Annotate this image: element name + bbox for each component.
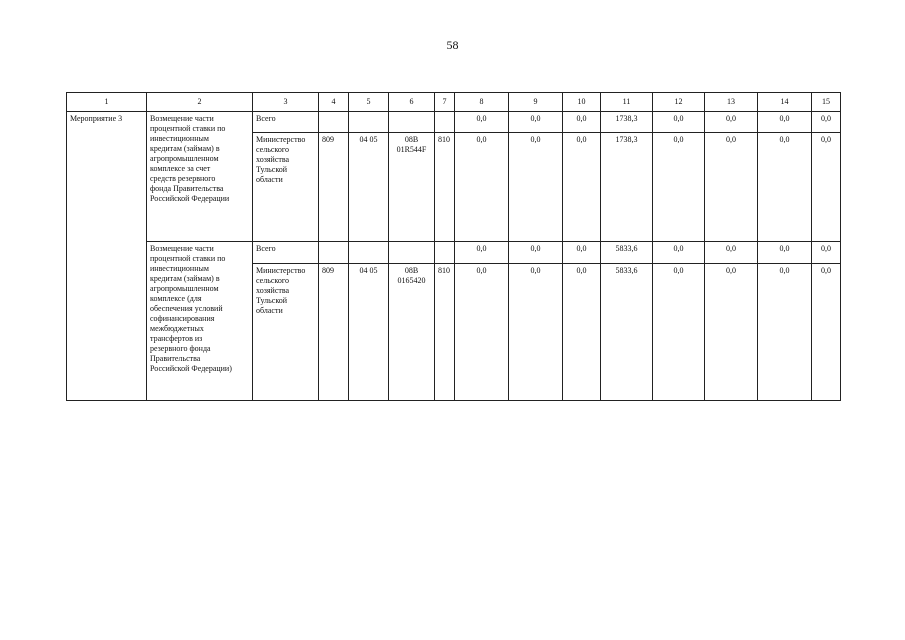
value-cell: 0,0: [758, 242, 812, 264]
value-cell: 0,0: [812, 242, 841, 264]
ministry-name: Министерство сельского хозяйства Тульской области: [253, 133, 319, 242]
empty-cell: [435, 112, 455, 133]
header-cell: 2: [147, 93, 253, 112]
header-cell: 7: [435, 93, 455, 112]
value-cell: 0,0: [563, 242, 601, 264]
empty-cell: [435, 242, 455, 264]
value-cell: 0,0: [509, 242, 563, 264]
value-cell: 0,0: [509, 112, 563, 133]
empty-cell: [389, 112, 435, 133]
vr-code: 810: [435, 264, 455, 401]
empty-cell: [319, 112, 349, 133]
value-cell: 0,0: [455, 133, 509, 242]
header-cell: 4: [319, 93, 349, 112]
value-cell: 0,0: [653, 112, 705, 133]
rzpr-code: 04 05: [349, 264, 389, 401]
value-cell: 1738,3: [601, 133, 653, 242]
value-cell: 0,0: [563, 133, 601, 242]
value-cell: 0,0: [563, 264, 601, 401]
table-row: [67, 112, 841, 133]
header-cell: 11: [601, 93, 653, 112]
page-number: 58: [446, 38, 459, 52]
value-cell: 0,0: [509, 264, 563, 401]
value-cell: 1738,3: [601, 112, 653, 133]
value-cell: 0,0: [653, 242, 705, 264]
grbs-code: 809: [319, 133, 349, 242]
grbs-code: 809: [319, 264, 349, 401]
value-cell: 0,0: [705, 264, 758, 401]
csr-code: 08В 0165420: [389, 264, 435, 401]
value-cell: 0,0: [812, 264, 841, 401]
value-cell: 0,0: [653, 133, 705, 242]
measure-label: Мероприятие 3: [67, 112, 147, 401]
budget-table: [66, 92, 841, 401]
header-cell: 9: [509, 93, 563, 112]
header-cell: 5: [349, 93, 389, 112]
value-cell: 0,0: [455, 112, 509, 133]
value-cell: 0,0: [455, 264, 509, 401]
header-cell: 13: [705, 93, 758, 112]
total-label: Всего: [253, 112, 319, 133]
total-label: Всего: [253, 242, 319, 264]
value-cell: 0,0: [509, 133, 563, 242]
value-cell: 0,0: [705, 133, 758, 242]
value-cell: 0,0: [758, 264, 812, 401]
header-row: [67, 93, 841, 112]
value-cell: 0,0: [758, 112, 812, 133]
measure-description: Возмещение части процентной ставки по инвестиционным кредитам (займам) в агропромышленном комплексе (для обеспечения условий софинансирования межбюджетных трансфертов из резервного фонда Правительства Российской Федерации): [147, 242, 253, 401]
header-cell: 12: [653, 93, 705, 112]
value-cell: 0,0: [705, 242, 758, 264]
header-cell: 10: [563, 93, 601, 112]
value-cell: 5833,6: [601, 264, 653, 401]
ministry-name: Министерство сельского хозяйства Тульской области: [253, 264, 319, 401]
empty-cell: [349, 112, 389, 133]
value-cell: 0,0: [812, 112, 841, 133]
measure-description: Возмещение части процентной ставки по инвестиционным кредитам (займам) в агропромышленном комплексе за счет средств резервного фонда Правительства Российской Федерации: [147, 112, 253, 242]
value-cell: 0,0: [705, 112, 758, 133]
vr-code: 810: [435, 133, 455, 242]
header-cell: 1: [67, 93, 147, 112]
header-cell: 8: [455, 93, 509, 112]
header-cell: 15: [812, 93, 841, 112]
value-cell: 0,0: [653, 264, 705, 401]
rzpr-code: 04 05: [349, 133, 389, 242]
header-cell: 3: [253, 93, 319, 112]
value-cell: 0,0: [812, 133, 841, 242]
header-cell: 14: [758, 93, 812, 112]
table-row: [67, 242, 841, 264]
value-cell: 5833,6: [601, 242, 653, 264]
empty-cell: [319, 242, 349, 264]
csr-code: 08В 01R544F: [389, 133, 435, 242]
header-cell: 6: [389, 93, 435, 112]
value-cell: 0,0: [758, 133, 812, 242]
empty-cell: [389, 242, 435, 264]
value-cell: 0,0: [563, 112, 601, 133]
empty-cell: [349, 242, 389, 264]
value-cell: 0,0: [455, 242, 509, 264]
